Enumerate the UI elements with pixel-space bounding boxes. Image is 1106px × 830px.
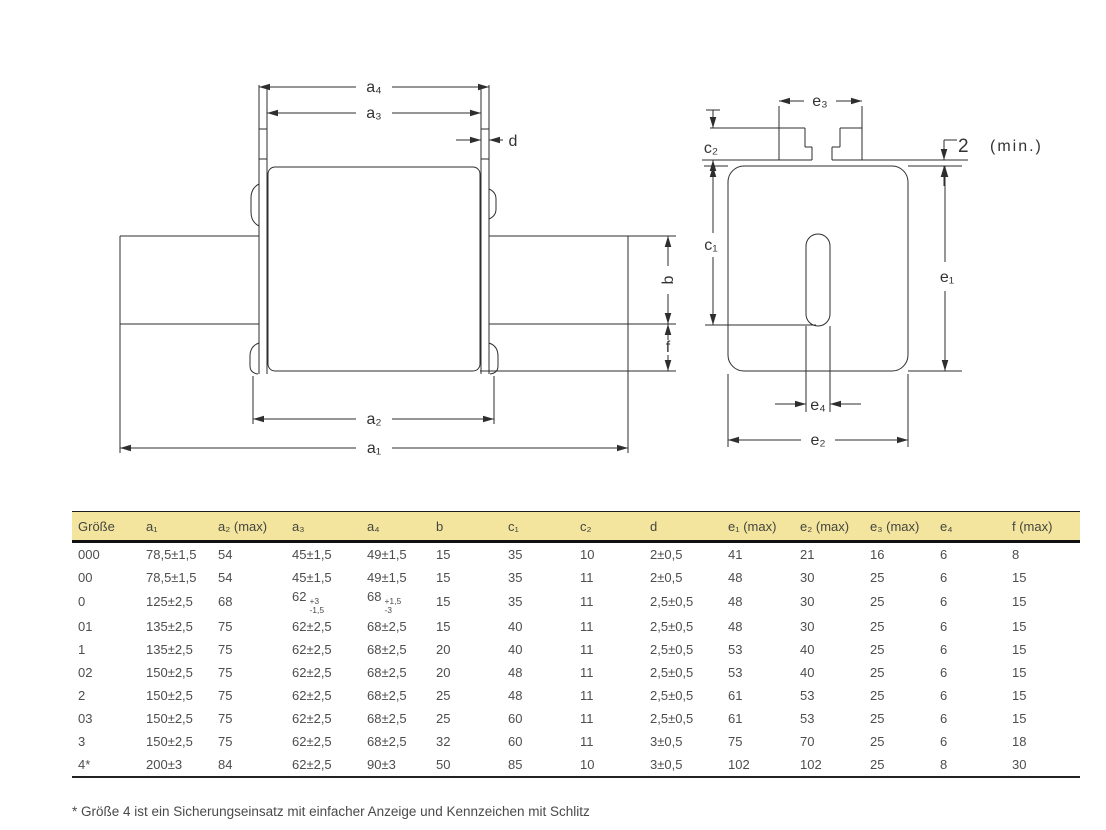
- table-cell: 3: [78, 733, 86, 749]
- table-cell: 18: [1012, 733, 1027, 749]
- table-cell: 11: [580, 710, 594, 726]
- table-cell: 11: [580, 664, 594, 680]
- table-cell: 62±2,5: [292, 664, 332, 680]
- table-cell: 25: [864, 753, 934, 777]
- table-cell: 6: [940, 710, 948, 726]
- table-cell: 35: [508, 594, 523, 610]
- table-row: [72, 707, 1080, 730]
- table-cell: 48: [728, 570, 743, 585]
- table-cell: 75: [728, 733, 743, 749]
- table-cell: 25: [870, 710, 885, 726]
- table-cell: 150±2,5: [146, 710, 193, 726]
- column-header: e₃ (max): [864, 512, 934, 542]
- table-cell: 25: [436, 710, 451, 726]
- table-cell: 11: [580, 570, 594, 585]
- table-cell: 10: [574, 753, 644, 777]
- table-cell: 62±2,5: [292, 687, 332, 703]
- table-cell: 60: [508, 710, 523, 726]
- table-cell: 35: [508, 547, 523, 562]
- table-cell: 25: [870, 687, 885, 703]
- table-cell: 30: [1006, 753, 1080, 777]
- table-cell: 61: [728, 710, 743, 726]
- table-cell: 8: [1012, 547, 1020, 562]
- column-header: c₂: [574, 512, 644, 542]
- table-cell: 6: [940, 570, 948, 585]
- table-cell: 2±0,5: [650, 570, 683, 585]
- table-cell: 6: [940, 664, 948, 680]
- table-cell: 78,5±1,5: [146, 547, 197, 562]
- table-cell: 25: [870, 618, 885, 634]
- table-cell: 15: [1012, 664, 1027, 680]
- table-row: [72, 684, 1080, 707]
- dim-label-e4: e₄: [810, 397, 826, 414]
- table-row: [72, 730, 1080, 753]
- table-cell: 21: [800, 547, 815, 562]
- table-cell: 48: [508, 687, 523, 703]
- table-cell: 75: [218, 618, 233, 634]
- table-cell: 62±2,5: [292, 710, 332, 726]
- table-cell: 6: [940, 618, 948, 634]
- table-cell: 3±0,5: [644, 753, 722, 777]
- table-cell: 15: [1012, 687, 1027, 703]
- table-cell: 32: [436, 733, 451, 749]
- table-cell: 90±3: [361, 753, 430, 777]
- table-cell: 10: [580, 547, 595, 562]
- table-cell: 50: [430, 753, 502, 777]
- table-cell: 68±2,5: [367, 641, 407, 657]
- side-view-dimensions: [704, 92, 1043, 449]
- footnote: * Größe 4 ist ein Sicherungseinsatz mit einfacher Anzeige und Kennzeichen mit Schlitz: [72, 804, 590, 819]
- front-view-dimensions: [120, 78, 678, 457]
- table-cell: 2,5±0,5: [650, 641, 694, 657]
- table-body: [72, 542, 1080, 777]
- table-cell: 15: [436, 547, 451, 562]
- table-cell: 45±1,5: [292, 570, 332, 585]
- column-header: a₄: [361, 512, 430, 542]
- table-cell: 35: [508, 570, 523, 585]
- size-table: [72, 511, 1080, 778]
- table-cell: 6: [940, 733, 948, 749]
- table-cell: 68±2,5: [367, 687, 407, 703]
- table-cell: 40: [800, 641, 815, 657]
- table-cell: 16: [870, 547, 885, 562]
- table-cell: 150±2,5: [146, 687, 193, 703]
- table-cell: 11: [580, 687, 594, 703]
- table-cell: 48: [508, 664, 523, 680]
- table-cell: 84: [212, 753, 286, 777]
- table-cell: 15: [1012, 594, 1027, 610]
- table-cell: 2: [78, 687, 86, 703]
- dim-label-a3: a₃: [366, 105, 382, 122]
- column-header: f (max): [1006, 512, 1080, 542]
- table-cell: 15: [1012, 570, 1027, 585]
- dim-label-f: f: [665, 339, 671, 356]
- table-cell: 2±0,5: [650, 547, 683, 562]
- dim-label-e1: e₁: [939, 269, 955, 286]
- table-row: [72, 566, 1080, 589]
- table-cell: 1: [78, 641, 86, 657]
- table-cell: 150±2,5: [146, 733, 193, 749]
- table-cell: 30: [800, 570, 815, 585]
- table-cell: 68±2,5: [367, 664, 407, 680]
- table-cell: 15: [436, 618, 451, 634]
- table-cell: 40: [508, 618, 523, 634]
- table-cell: 6: [940, 641, 948, 657]
- table-cell: 49±1,5: [367, 570, 407, 585]
- dim-label-c2: c₂: [703, 140, 719, 157]
- table-row: [72, 638, 1080, 661]
- column-header: e₄: [934, 512, 1006, 542]
- table-row: [72, 615, 1080, 638]
- table-cell: 60: [508, 733, 523, 749]
- table-cell: 40: [800, 664, 815, 680]
- table-cell: 11: [580, 594, 594, 610]
- table-cell: 62±2,5: [292, 618, 332, 634]
- side-view-linework: [702, 106, 968, 447]
- table-cell: 75: [218, 664, 233, 680]
- table-cell: 53: [800, 710, 815, 726]
- table-cell: 62±2,5: [286, 753, 361, 777]
- table-cell: 68±2,5: [367, 618, 407, 634]
- table-header-row: [72, 512, 1080, 542]
- table-cell: 20: [436, 641, 451, 657]
- table-cell: 62±2,5: [292, 641, 332, 657]
- table-cell: 6: [940, 547, 948, 562]
- table-cell: 75: [218, 641, 233, 657]
- dim-label-a2: a₂: [366, 411, 382, 428]
- table-cell: 200±3: [140, 753, 212, 777]
- table-cell: 125±2,5: [146, 594, 193, 610]
- table-cell: 20: [436, 664, 451, 680]
- table-cell: 25: [870, 570, 885, 585]
- table-cell: 25: [870, 594, 885, 610]
- table-cell: 01: [78, 618, 93, 634]
- table-cell: 48: [728, 594, 743, 610]
- table-cell: 75: [218, 687, 233, 703]
- table-cell: 15: [1012, 710, 1027, 726]
- table-row: [72, 589, 1080, 615]
- table-cell: 15: [436, 594, 451, 610]
- table-cell: 62 +3 -1,5: [292, 589, 325, 615]
- dim-label-b: b: [660, 275, 677, 285]
- dim-label-e2: e₂: [810, 432, 826, 449]
- table-cell: 11: [580, 618, 594, 634]
- column-header: b: [430, 512, 502, 542]
- table-cell: 53: [728, 664, 743, 680]
- table-cell: 11: [580, 641, 594, 657]
- table-cell: 2,5±0,5: [650, 710, 694, 726]
- table-cell: 3±0,5: [650, 733, 683, 749]
- table-cell: 45±1,5: [292, 547, 332, 562]
- table-cell: 68 +1,5 -3: [367, 589, 402, 615]
- table-row: [72, 542, 1080, 567]
- dim-label-a1: a₁: [366, 440, 382, 457]
- table-cell: 61: [728, 687, 743, 703]
- table-cell: 0: [78, 594, 86, 610]
- table-cell: 25: [870, 641, 885, 657]
- table-cell: 4*: [72, 753, 140, 777]
- table-cell: 70: [800, 733, 815, 749]
- dim-label-min2-suffix: (min.): [990, 138, 1043, 155]
- table-header: [72, 512, 1080, 542]
- table-cell: 135±2,5: [146, 641, 193, 657]
- table-cell: 6: [940, 687, 948, 703]
- table-cell: 2,5±0,5: [650, 664, 694, 680]
- table-cell: 135±2,5: [146, 618, 193, 634]
- table-cell: 41: [728, 547, 743, 562]
- table-cell: 25: [870, 664, 885, 680]
- table-row: [72, 753, 1080, 777]
- table-cell: 78,5±1,5: [146, 570, 197, 585]
- column-header: d: [644, 512, 722, 542]
- table-cell: 25: [870, 733, 885, 749]
- dim-label-c1: c₁: [704, 237, 718, 254]
- table-cell: 68±2,5: [367, 710, 407, 726]
- table-cell: 15: [1012, 618, 1027, 634]
- table-cell: 15: [1012, 641, 1027, 657]
- column-header: a₁: [140, 512, 212, 542]
- table-cell: 2,5±0,5: [650, 687, 694, 703]
- column-header: e₁ (max): [722, 512, 794, 542]
- column-header: Größe: [72, 512, 140, 542]
- table-cell: 53: [728, 641, 743, 657]
- table-cell: 150±2,5: [146, 664, 193, 680]
- table-cell: 54: [218, 547, 233, 562]
- table-cell: 68: [218, 594, 233, 610]
- table-cell: 102: [722, 753, 794, 777]
- table-cell: 40: [508, 641, 523, 657]
- table-cell: 11: [580, 733, 594, 749]
- column-header: c₁: [502, 512, 574, 542]
- front-view-linework: [120, 85, 676, 453]
- table-cell: 85: [502, 753, 574, 777]
- table-cell: 62±2,5: [292, 733, 332, 749]
- table-cell: 2,5±0,5: [650, 618, 694, 634]
- column-header: e₂ (max): [794, 512, 864, 542]
- table-cell: 102: [794, 753, 864, 777]
- table-cell: 00: [78, 570, 93, 585]
- table-cell: 03: [78, 710, 93, 726]
- column-header: a₃: [286, 512, 361, 542]
- dim-label-min2: 2: [958, 136, 969, 157]
- table-cell: 15: [436, 570, 451, 585]
- table-cell: 68±2,5: [367, 733, 407, 749]
- table-cell: 30: [800, 594, 815, 610]
- table-cell: 2,5±0,5: [650, 594, 694, 610]
- table-row: [72, 661, 1080, 684]
- table-cell: 02: [78, 664, 93, 680]
- table-cell: 30: [800, 618, 815, 634]
- table-cell: 8: [934, 753, 1006, 777]
- table-cell: 000: [78, 547, 100, 562]
- dim-label-d: d: [508, 133, 518, 150]
- table-cell: 25: [436, 687, 451, 703]
- table-cell: 6: [940, 594, 948, 610]
- dim-label-a4: a₄: [366, 79, 382, 96]
- column-header: a₂ (max): [212, 512, 286, 542]
- table-cell: 48: [728, 618, 743, 634]
- dim-label-e3: e₃: [812, 93, 828, 110]
- table-cell: 53: [800, 687, 815, 703]
- table-cell: 54: [218, 570, 233, 585]
- table-cell: 49±1,5: [367, 547, 407, 562]
- table-cell: 75: [218, 733, 233, 749]
- table-cell: 75: [218, 710, 233, 726]
